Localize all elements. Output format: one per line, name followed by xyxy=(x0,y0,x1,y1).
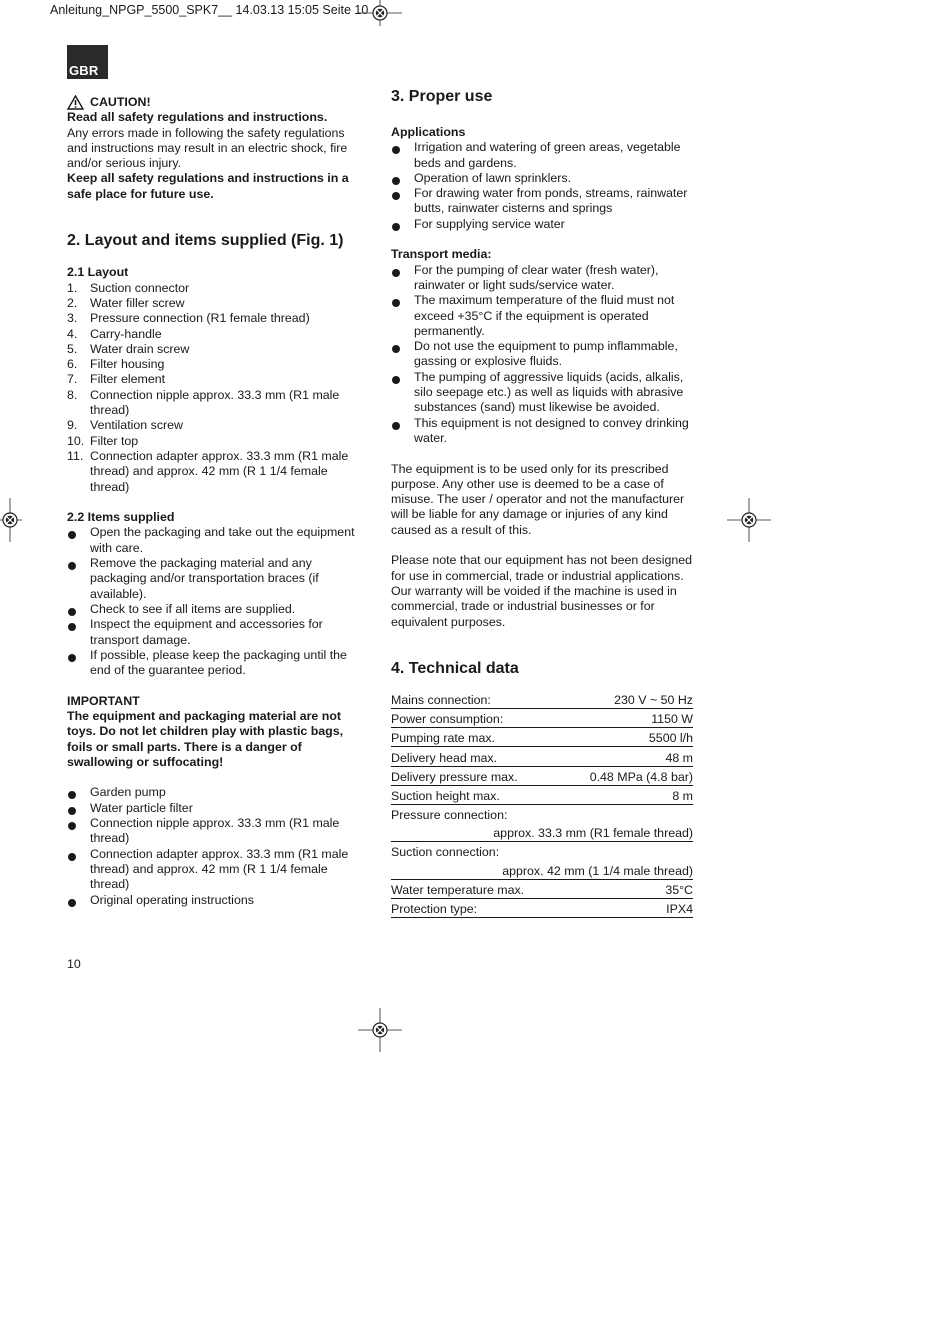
registration-mark-icon xyxy=(727,498,771,542)
table-row: Delivery head max. 48 m xyxy=(391,747,693,766)
left-column xyxy=(67,95,362,908)
layout-subtitle: 2.1 Layout xyxy=(67,265,129,280)
list-item: Open the packaging and take out the equipment with care. xyxy=(67,525,362,556)
table-row: Mains connection: 230 V ~ 50 Hz xyxy=(391,690,693,709)
registration-mark-icon xyxy=(358,0,402,26)
list-item: Check to see if all items are supplied. xyxy=(67,602,362,617)
list-item: 11. Connection adapter approx. 33.3 mm (R1 male thread) and approx. 42 mm (R 1 1/4 female thread) xyxy=(67,448,349,494)
list-item: 6. Filter housing xyxy=(67,357,165,372)
commercial-use-paragraph: Please note that our equipment has not been designed for use in commercial, trade or industrial applications. Our warranty will be voided if the machine is used in commercial, trade or industrial businesses or for equivalent purposes. xyxy=(391,553,693,629)
registration-mark-icon xyxy=(0,498,22,542)
table-row: Suction connection: xyxy=(391,845,500,860)
list-item: Connection adapter approx. 33.3 mm (R1 male thread) and approx. 42 mm (R 1 1/4 female thread) xyxy=(67,847,362,893)
list-item: Operation of lawn sprinklers. xyxy=(391,171,693,186)
list-item: 4. Carry-handle xyxy=(67,326,162,341)
important-title: IMPORTANT xyxy=(67,693,140,708)
technical-data-table xyxy=(391,690,693,918)
table-row: Power consumption: 1150 W xyxy=(391,708,693,727)
list-item: 1. Suction connector xyxy=(67,280,190,295)
language-badge-label: GBR xyxy=(69,63,99,78)
list-item: This equipment is not designed to convey drinking water. xyxy=(391,416,693,447)
prescribed-use-paragraph: The equipment is to be used only for its prescribed purpose. Any other use is deemed to be a case of misuse. The user / operator and not the manufacturer will be liable for any damage or injuries of any kind caused as a result of this. xyxy=(391,461,685,537)
table-row: Suction height max. 8 m xyxy=(391,785,693,804)
list-item: Water particle filter xyxy=(67,801,362,816)
caution-line-3: Keep all safety regulations and instructions in a safe place for future use. xyxy=(67,171,349,201)
section-3-title: 3. Proper use xyxy=(391,88,493,105)
list-item: The maximum temperature of the fluid must not exceed +35°C if the equipment is operated permanently. xyxy=(391,293,693,339)
table-row: Water temperature max. 35°C xyxy=(391,879,693,898)
caution-title: CAUTION! xyxy=(90,95,151,109)
list-item: For supplying service water xyxy=(391,217,693,232)
transport-media-list xyxy=(391,263,693,447)
right-column xyxy=(391,88,693,918)
table-row: approx. 42 mm (1 1/4 male thread) xyxy=(391,860,693,879)
list-item: 7. Filter element xyxy=(67,372,166,387)
caution-line-2: Any errors made in following the safety regulations and instructions may result in an electric shock, fire and/or serious injury. xyxy=(67,125,348,171)
list-item: 8. Connection nipple approx. 33.3 mm (R1 male thread) xyxy=(67,387,340,418)
warning-triangle-icon xyxy=(67,95,84,110)
caution-heading xyxy=(67,95,362,110)
list-item: Do not use the equipment to pump inflammable, gassing or explosive fluids. xyxy=(391,339,693,370)
list-item: 3. Pressure connection (R1 female thread) xyxy=(67,311,310,326)
table-row: Pumping rate max. 5500 l/h xyxy=(391,728,693,747)
language-badge xyxy=(67,45,108,79)
page-number: 10 xyxy=(67,957,81,971)
table-row: approx. 33.3 mm (R1 female thread) xyxy=(391,823,693,842)
applications-subtitle: Applications xyxy=(391,125,466,139)
supplied-items-list xyxy=(67,785,362,907)
file-header-line: Anleitung_NPGP_5500_SPK7__ 14.03.13 15:05 Seite 10 xyxy=(50,3,369,17)
table-row: Delivery pressure max. 0.48 MPa (4.8 bar) xyxy=(391,766,693,785)
list-item: 2. Water filler screw xyxy=(67,295,185,310)
layout-list xyxy=(67,281,362,495)
list-item: If possible, please keep the packaging until the end of the guarantee period. xyxy=(67,648,362,679)
list-item: Original operating instructions xyxy=(67,893,362,908)
table-row: Pressure connection: xyxy=(391,808,508,823)
section-2-title: 2. Layout and items supplied (Fig. 1) xyxy=(67,232,344,250)
important-text: The equipment and packaging material are not toys. Do not let children play with plastic bags, foils or small parts. There is a danger of swallowing or suffocating! xyxy=(67,708,344,769)
transport-media-subtitle: Transport media: xyxy=(391,247,492,262)
list-item: 10. Filter top xyxy=(67,433,139,448)
list-item: Inspect the equipment and accessories for transport damage. xyxy=(67,617,362,648)
list-item: 5. Water drain screw xyxy=(67,341,190,356)
table-row: Protection type: IPX4 xyxy=(391,898,693,917)
list-item: Connection nipple approx. 33.3 mm (R1 male thread) xyxy=(67,816,362,847)
list-item: For drawing water from ponds, streams, rainwater butts, rainwater cisterns and springs xyxy=(391,186,693,217)
section-4-title: 4. Technical data xyxy=(391,659,519,677)
list-item: 9. Ventilation screw xyxy=(67,418,183,433)
list-item: Irrigation and watering of green areas, vegetable beds and gardens. xyxy=(391,140,693,171)
list-item: Remove the packaging material and any packaging and/or transportation braces (if available). xyxy=(67,556,362,602)
applications-list xyxy=(391,140,693,232)
items-supplied-subtitle: 2.2 Items supplied xyxy=(67,510,175,525)
registration-mark-icon xyxy=(358,1008,402,1052)
list-item: The pumping of aggressive liquids (acids, alkalis, silo seepage etc.) as well as liquids with abrasive substances (sand) must likewise be avoided. xyxy=(391,370,693,416)
list-item: Garden pump xyxy=(67,785,362,800)
caution-line-1: Read all safety regulations and instructions. xyxy=(67,110,328,125)
unpacking-steps-list xyxy=(67,525,362,678)
list-item: For the pumping of clear water (fresh water), rainwater or light suds/service water. xyxy=(391,263,693,294)
